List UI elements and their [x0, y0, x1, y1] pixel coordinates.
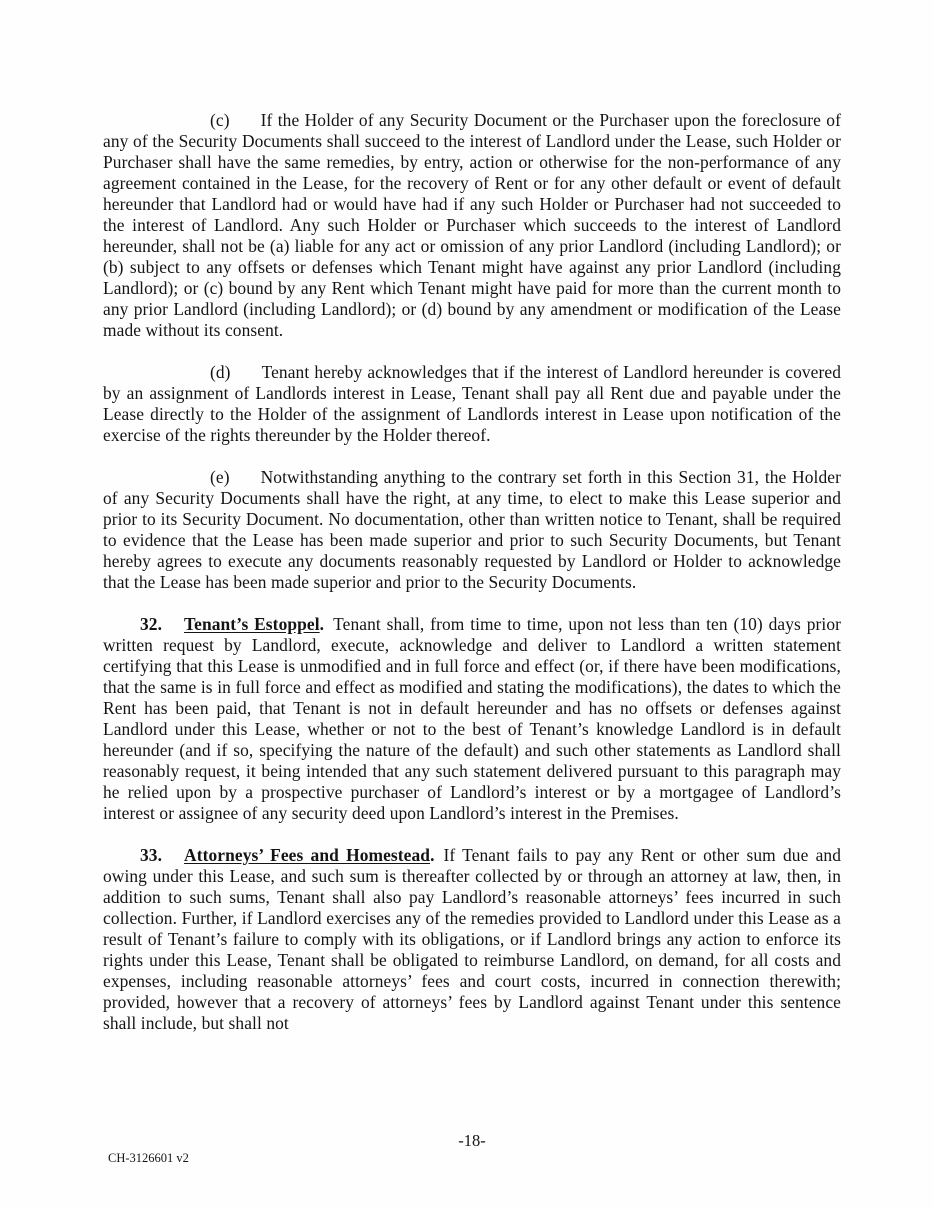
paragraph-label: (c): [210, 110, 230, 130]
page-number: -18-: [458, 1131, 486, 1150]
sub-paragraph: [103, 110, 841, 341]
section-number: 32.: [140, 614, 163, 634]
paragraph-text: If the Holder of any Security Document or the Purchaser upon the foreclosure of any of the Security Documents shall succeed to the interest of Landlord under the Lease, such Holder or Purchaser shall have the same remedies, by entry, action or otherwise for the non-performance of any agreement contained in the Lease, for the recovery of Rent or for any other default or event of default hereunder that Landlord had or would have had if any such Holder or Purchaser had not succeeded to the interest of Landlord. Any such Holder or Purchaser which succeeds to the interest of Landlord hereunder, shall not be (a) liable for any act or omission of any prior Landlord (including Landlord); or (b) subject to any offsets or defenses which Tenant might have against any prior Landlord (including Landlord); or (c) bound by any Rent which Tenant might have paid for more than the current month to any prior Landlord (including Landlord); or (d) bound by any amendment or modification of the Lease made without its consent.: [103, 110, 841, 340]
paragraph-text: Tenant hereby acknowledges that if the interest of Landlord hereunder is covered by an assignment of Landlords interest in Lease, Tenant shall pay all Rent due and payable under the Lease directly to the Holder of the assignment of Landlords interest in Lease upon notification of the exercise of the rights thereunder by the Holder thereof.: [103, 362, 841, 445]
section-heading: Tenant’s Estoppel: [184, 614, 320, 634]
section-paragraph: [103, 845, 841, 1034]
sub-paragraph: [103, 467, 841, 593]
section-paragraph: [103, 614, 841, 824]
heading-period: .: [430, 845, 435, 865]
paragraph-text: If Tenant fails to pay any Rent or other sum due and owing under this Lease, and such sum is thereafter collected by or through an attorney at law, then, in addition to such sums, Tenant shall also pay Landlord’s reasonable attorneys’ fees incurred in such collection. Further, if Landlord exercises any of the remedies provided to Landlord under this Lease as a result of Tenant’s failure to comply with its obligations, or if Landlord brings any action to enforce its rights under this Lease, Tenant shall be obligated to reimburse Landlord, on demand, for all costs and expenses, including reasonable attorneys’ fees and court costs, incurred in connection therewith; provided, however that a recovery of attorneys’ fees by Landlord against Tenant under this sentence shall include, but shall not: [103, 845, 841, 1033]
section-heading: Attorneys’ Fees and Homestead: [184, 845, 431, 865]
paragraph-text: Tenant shall, from time to time, upon not less than ten (10) days prior written request by Landlord, execute, acknowledge and deliver to Landlord a written statement certifying that this Lease is unmodified and in full force and effect (or, if there have been modifications, that the same is in full force and effect as modified and stating the modifications), the dates to which the Rent has been paid, that Tenant is not in default hereunder and has no offsets or defenses against Landlord under this Lease, whether or not to the best of Tenant’s knowledge Landlord is in default hereunder (and if so, specifying the nature of the default) and such other statements as Landlord shall reasonably request, it being intended that any such statement delivered pursuant to this paragraph may he relied upon by a prospective purchaser of Landlord’s interest or by a mortgagee of Landlord’s interest or assignee of any security deed upon Landlord’s interest in the Premises.: [103, 614, 842, 823]
paragraph-label: (d): [210, 362, 231, 382]
section-number: 33.: [140, 845, 163, 865]
document-body: [103, 110, 841, 1055]
sub-paragraph: [103, 362, 841, 446]
document-id-footer: CH-3126601 v2: [108, 1151, 189, 1165]
heading-period: .: [319, 614, 325, 634]
paragraph-label: (e): [210, 467, 230, 487]
paragraph-text: Notwithstanding anything to the contrary set forth in this Section 31, the Holder of any Security Documents shall have the right, at any time, to elect to make this Lease superior and prior to its Security Document. No documentation, other than written notice to Tenant, shall be required to evidence that the Lease has been made superior and prior to such Security Documents, but Tenant hereby agrees to execute any documents reasonably requested by Landlord or Holder to acknowledge that the Lease has been made superior and prior to the Security Documents.: [103, 467, 841, 592]
